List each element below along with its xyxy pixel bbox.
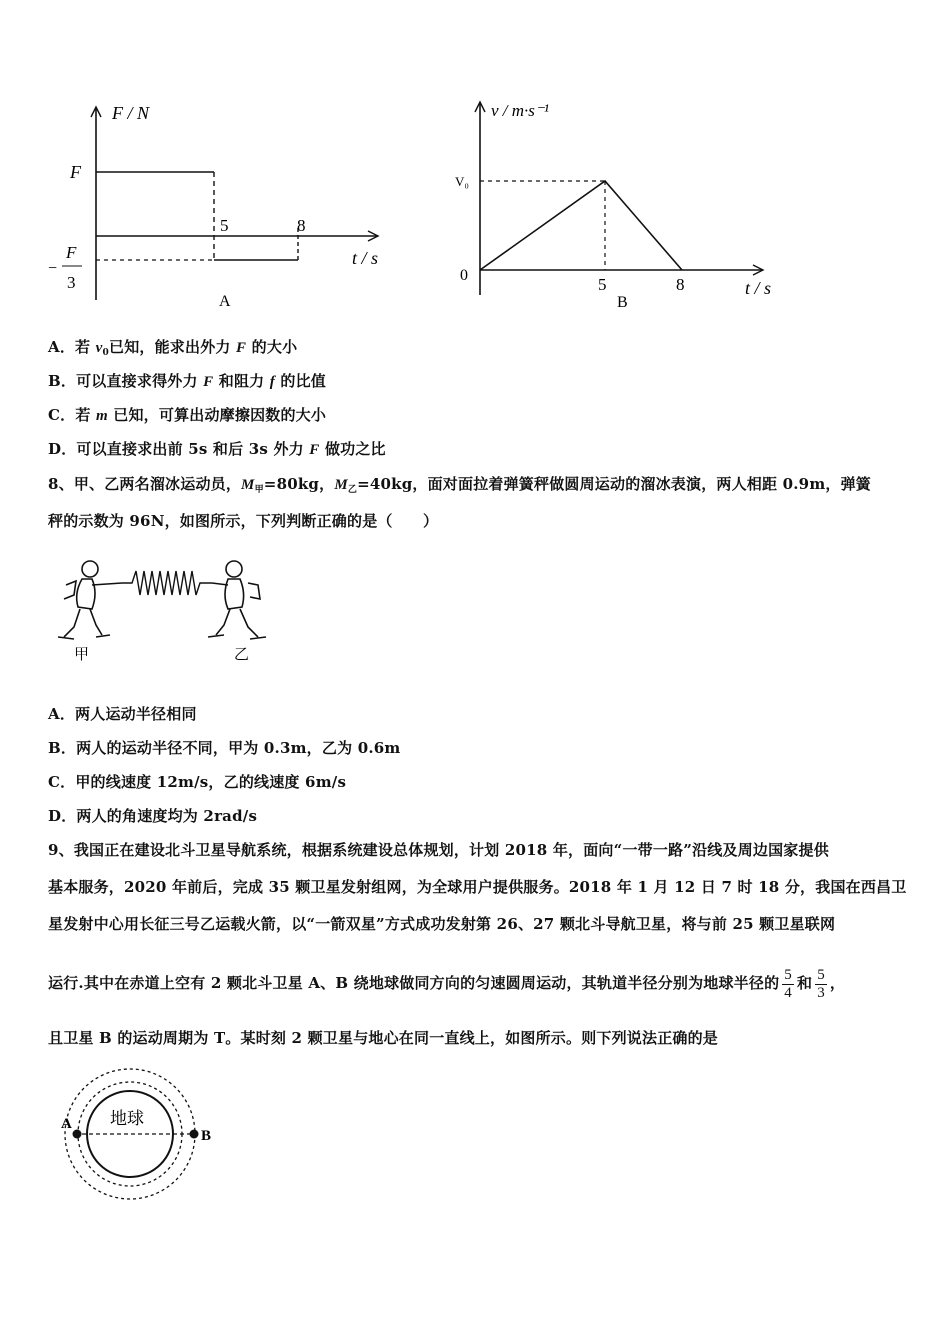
satellite-a-label: A bbox=[61, 1116, 72, 1132]
q8-stem-line2: 秤的示数为 96N，如图所示，下列判断正确的是（ ） bbox=[48, 512, 439, 530]
q7-option-b[interactable]: B．可以直接求得外力 F 和阻力 f 的比值 bbox=[48, 372, 327, 390]
q9-stem-line4: 运行.其中在赤道上空有 2 颗北斗卫星 A、B 绕地球做同方向的匀速圆周运动，其轨道半径分别为地球半径的 $\frac{5}{4}$ 和 $\frac{5}{3}$ ， bbox=[48, 966, 846, 1001]
q9-stem-line5: 且卫星 B 的运动周期为 T。某时刻 2 颗卫星与地心在同一直线上，如图所示。则下列说法正确的是 bbox=[48, 1029, 718, 1047]
graph-a-tick-8: 8 bbox=[297, 216, 306, 235]
satellite-a bbox=[73, 1130, 82, 1139]
satellite-b-label: B bbox=[201, 1128, 212, 1144]
skater-yi-label: 乙 bbox=[234, 647, 250, 663]
q9-stem-line2: 基本服务，2020 年前后，完成 35 颗卫星发射组网，为全球用户提供服务。2018 年 1 月 12 日 7 时 18 分，我国在西昌卫 bbox=[48, 878, 907, 896]
q8-option-c[interactable]: C．甲的线速度 12m/s，乙的线速度 6m/s bbox=[48, 773, 347, 791]
graph-a-f-label: F bbox=[70, 162, 81, 182]
graph-a-y-axis-label: F / N bbox=[112, 103, 150, 123]
graph-b-tick-8: 8 bbox=[676, 275, 685, 294]
graph-a-neg-sign: − bbox=[48, 260, 58, 277]
skater-jia-label: 甲 bbox=[74, 647, 90, 663]
graph-b-x-axis-label: t / s bbox=[745, 278, 772, 298]
graph-b-origin-label: 0 bbox=[460, 267, 468, 284]
earth-label: 地球 bbox=[110, 1109, 144, 1128]
q9-stem-line3: 星发射中心用长征三号乙运载火箭，以“一箭双星”方式成功发射第 26、27 颗北斗导航卫星，将与前 25 颗卫星联网 bbox=[48, 915, 836, 933]
satellite-b bbox=[190, 1130, 199, 1139]
q8-option-a[interactable]: A．两人运动半径相同 bbox=[48, 705, 197, 723]
q9-stem-line1: 9、我国正在建设北斗卫星导航系统，根据系统建设总体规划，计划 2018 年，面向“一带一路”沿线及周边国家提供 bbox=[48, 841, 829, 859]
graph-a-tick-5: 5 bbox=[220, 216, 229, 235]
skater-yi bbox=[208, 561, 266, 639]
graph-a-force-time bbox=[40, 95, 400, 315]
graph-b-v0-label: V₀ bbox=[455, 174, 469, 189]
graph-a-x-axis-label: t / s bbox=[352, 248, 379, 268]
satellite-orbit-figure bbox=[45, 1060, 225, 1205]
graph-b-caption: B bbox=[617, 294, 628, 311]
spring-scale bbox=[122, 571, 212, 595]
q7-option-a[interactable]: A．若 $v_0$已知，能求出外力 F 的大小 bbox=[48, 338, 298, 358]
graph-b-velocity-line bbox=[480, 181, 682, 270]
graph-a-neg-f-den: 3 bbox=[67, 273, 76, 292]
fraction-5-4: $\frac{5}{4}$ bbox=[784, 966, 792, 1001]
graph-b-y-axis-label: v / m·s⁻¹ bbox=[491, 101, 549, 120]
skater-jia bbox=[58, 561, 122, 639]
q8-option-d[interactable]: D．两人的角速度均为 2rad/s bbox=[48, 807, 258, 825]
graph-a-neg-f-num: F bbox=[66, 243, 77, 262]
graph-b-velocity-time bbox=[445, 90, 805, 320]
q7-option-c[interactable]: C．若 m 已知，可算出动摩擦因数的大小 bbox=[48, 406, 327, 424]
q7-option-d[interactable]: D．可以直接求出前 5s 和后 3s 外力 F 做功之比 bbox=[48, 440, 386, 458]
graph-b-tick-5: 5 bbox=[598, 275, 607, 294]
q8-option-b[interactable]: B．两人的运动半径不同，甲为 0.3m，乙为 0.6m bbox=[48, 739, 401, 757]
graph-a-caption: A bbox=[219, 293, 231, 310]
fraction-5-3: $\frac{5}{3}$ bbox=[817, 966, 825, 1001]
q8-stem-line1: 8、甲、乙两名溜冰运动员，$M_甲=80kg$，$M_乙=40kg$，面对面拉着弹簧秤做圆周运动的溜冰表演，两人相距 0.9m，弹簧 bbox=[48, 475, 871, 495]
skaters-figure bbox=[52, 555, 282, 663]
